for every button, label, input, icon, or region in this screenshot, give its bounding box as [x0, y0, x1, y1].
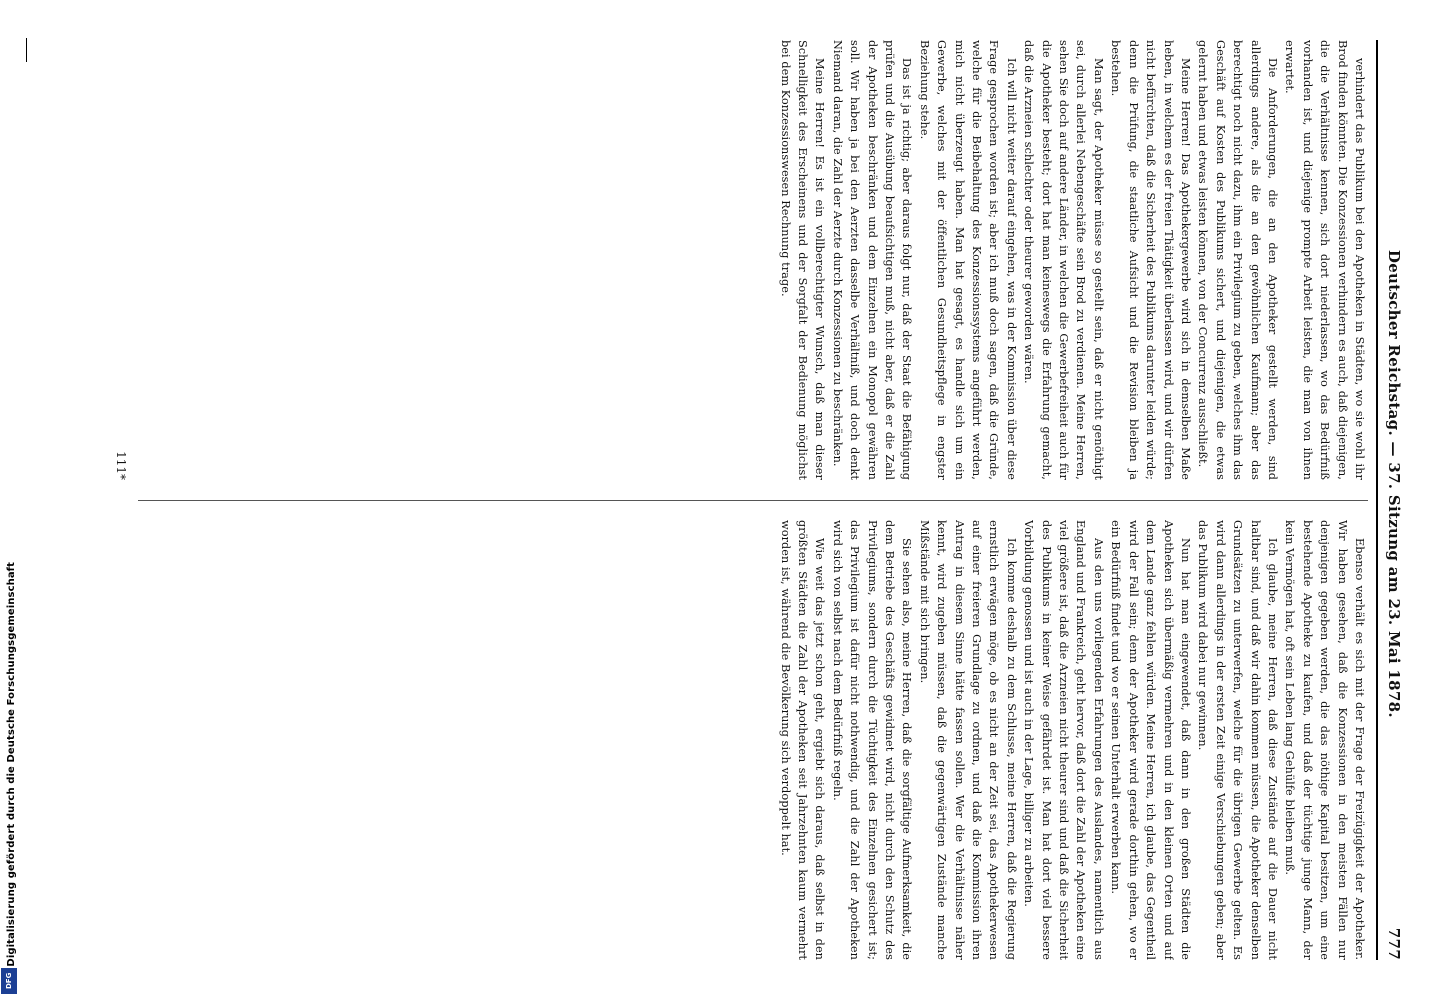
paragraph: Sie sehen also, meine Herren, daß die sorgfältige Aufmerksamkeit, die dem Betriebe des Geschäfts gewidmet wird, nicht durch den Schutz des Privilegiums, sondern durch die Tüchtigkeit des Einzelnen gesichert ist; das Privilegium ist dafür nicht nothwendig, und die Zahl der Apotheken wird sich von selbst nach dem Bedürfniß regeln.	[830, 520, 914, 960]
paragraph: Ich glaube, meine Herren, daß diese Zustände auf die Dauer nicht haltbar sind, und daß wir dahin kommen müssen, die Apotheker denselben Grundsätzen zu unterwerfen, welche für die übrigen Gewerbe gelten. Es wird dann allerdings in der ersten Zeit einige Verschiebungen geben; aber das Publikum wird dabei nur gewinnen.	[1196, 520, 1279, 960]
margin-mark	[26, 38, 27, 62]
scanned-page-area	[96, 40, 1408, 960]
paragraph: Ebenso verhält es sich mit der Frage der Freizügigkeit der Apotheker. Wir haben gesehen, daß die Konzessionen in den meisten Fällen nur denjenigen gegeben werden, die das nöthige Kapital besitzen, um eine bestehende Apotheke zu kaufen, und daß der tüchtige junge Mann, der kein Vermögen hat, oft sein Leben lang Gehülfe bleiben muß.	[1283, 520, 1366, 960]
paragraph: Die Anforderungen, die an den Apotheker gestellt werden, sind allerdings andere, als die an den gewöhnlichen Kaufmann; aber das berechtigt noch nicht dazu, ihm ein Privilegium zu geben, welches ihm das Geschäft auf Kosten des Publikums sichert, und diejenigen, die etwas gelernt haben und etwas leisten können, von der Concurrenz ausschließt.	[1196, 40, 1279, 480]
page-title: Deutscher Reichstag. — 37. Sitzung am 23. Mai 1878.	[1385, 249, 1403, 718]
text-column-left	[138, 40, 1368, 480]
header-rule	[1376, 40, 1378, 960]
paragraph: Ich komme deshalb zu dem Schlusse, meine Herren, daß die Regierung ernstlich erwägen möge, ob es nicht an der Zeit sei, das Apothekerwesen auf einer freieren Grundlage zu ordnen, und daß die Kommission ihren Antrag in diesem Sinne hätte fassen sollen. Wer die Verhältnisse näher kennt, wird zugeben müssen, daß die gegenwärtigen Zustände manche Mißstände mit sich bringen.	[917, 520, 1018, 960]
paragraph: verhindert das Publikum bei den Apotheken in Städten, wo sie wohl ihr Brod finden könnten. Die Konzessionen verhindern es auch, daß diejenigen, die die Verhältnisse kennen, sich dort niederlassen, wo das Bedürfniß vorhanden ist, und diejenige prompte Arbeit leisten, die man von ihnen erwartet.	[1283, 40, 1366, 480]
scanned-page	[96, 40, 1408, 960]
paragraph: Man sagt, der Apotheker müsse so gestellt sein, daß er nicht genöthigt sei, durch allerlei Nebengeschäfte sein Brod zu verdienen. Meine Herren, sehen Sie doch auf andere Länder, in welchen die Gewerbefreiheit auch für die Apotheker besteht; dort hat man keineswegs die Erfahrung gemacht, daß die Arzneien schlechter oder theurer geworden wären.	[1022, 40, 1105, 480]
page-header	[1380, 40, 1408, 960]
page-number: 777	[1385, 927, 1403, 960]
sheet-signature: 111*	[114, 451, 128, 480]
paragraph: Wie weit das jetzt schon geht, ergiebt sich daraus, daß selbst in den größten Städten die Zahl der Apotheken seit Jahrzehnten kaum vermehrt worden ist, während die Bevölkerung sich verdoppelt hat.	[778, 520, 827, 960]
column-divider	[138, 500, 1368, 501]
text-column-right	[138, 520, 1368, 960]
paragraph: Ich will nicht weiter darauf eingehen, was in der Kommission über diese Frage gesprochen worden ist; aber ich muß doch sagen, daß die Gründe, welche für die Beibehaltung des Konzessionssystems angeführt werden, mich nicht überzeugt haben. Man hat gesagt, es handle sich um ein Gewerbe, welches mit der öffentlichen Gesundheitspflege in engster Beziehung stehe.	[917, 40, 1018, 480]
paragraph: Aus den uns vorliegenden Erfahrungen des Auslandes, namentlich aus England und Frankreich, geht hervor, daß dort die Zahl der Apotheken eine viel größere ist, daß die Arzneien nicht theurer sind und daß die Sicherheit des Publikums in keiner Weise gefährdet ist. Man hat dort viel bessere Vorbildung genossen und ist auch in der Lage, billiger zu arbeiten.	[1022, 520, 1105, 960]
paragraph: Das ist ja richtig; aber daraus folgt nur, daß der Staat die Befähigung prüfen und die Ausübung beaufsichtigen muß, nicht aber, daß er die Zahl der Apotheken beschränken und dem Einzelnen ein Monopol gewähren soll. Wir haben ja bei den Aerzten dasselbe Verhältniß, und doch denkt Niemand daran, die Zahl der Aerzte durch Konzessionen zu beschränken.	[830, 40, 914, 480]
dfg-logo-icon: DFG	[1, 968, 17, 994]
digitization-sidebar	[0, 560, 22, 1000]
digitization-note: Digitalisierung gefördert durch die Deutsche Forschungsgemeinschaft	[6, 562, 17, 967]
paragraph: Meine Herren! Es ist ein vollberechtigter Wunsch, daß man dieser Schnelligkeit des Erscheinens und der Sorgfalt der Bedienung möglichst bei dem Konzessionswesen Rechnung trage.	[778, 40, 827, 480]
paragraph: Meine Herren! Das Apothekergewerbe wird sich in demselben Maße heben, in welchem es der freien Thätigkeit überlassen wird, und wir dürfen nicht befürchten, daß die Sicherheit des Publikums darunter leiden würde; denn die Prüfung, die staatliche Aufsicht und die Revision bleiben ja bestehen.	[1109, 40, 1192, 480]
paragraph: Nun hat man eingewendet, daß dann in den großen Städten die Apotheken sich übermäßig vermehren und in den kleinen Orten und auf dem Lande ganz fehlen würden. Meine Herren, ich glaube, das Gegentheil wird der Fall sein; denn der Apotheker wird gerade dorthin gehen, wo er ein Bedürfniß findet und wo er seinen Unterhalt erwerben kann.	[1109, 520, 1192, 960]
